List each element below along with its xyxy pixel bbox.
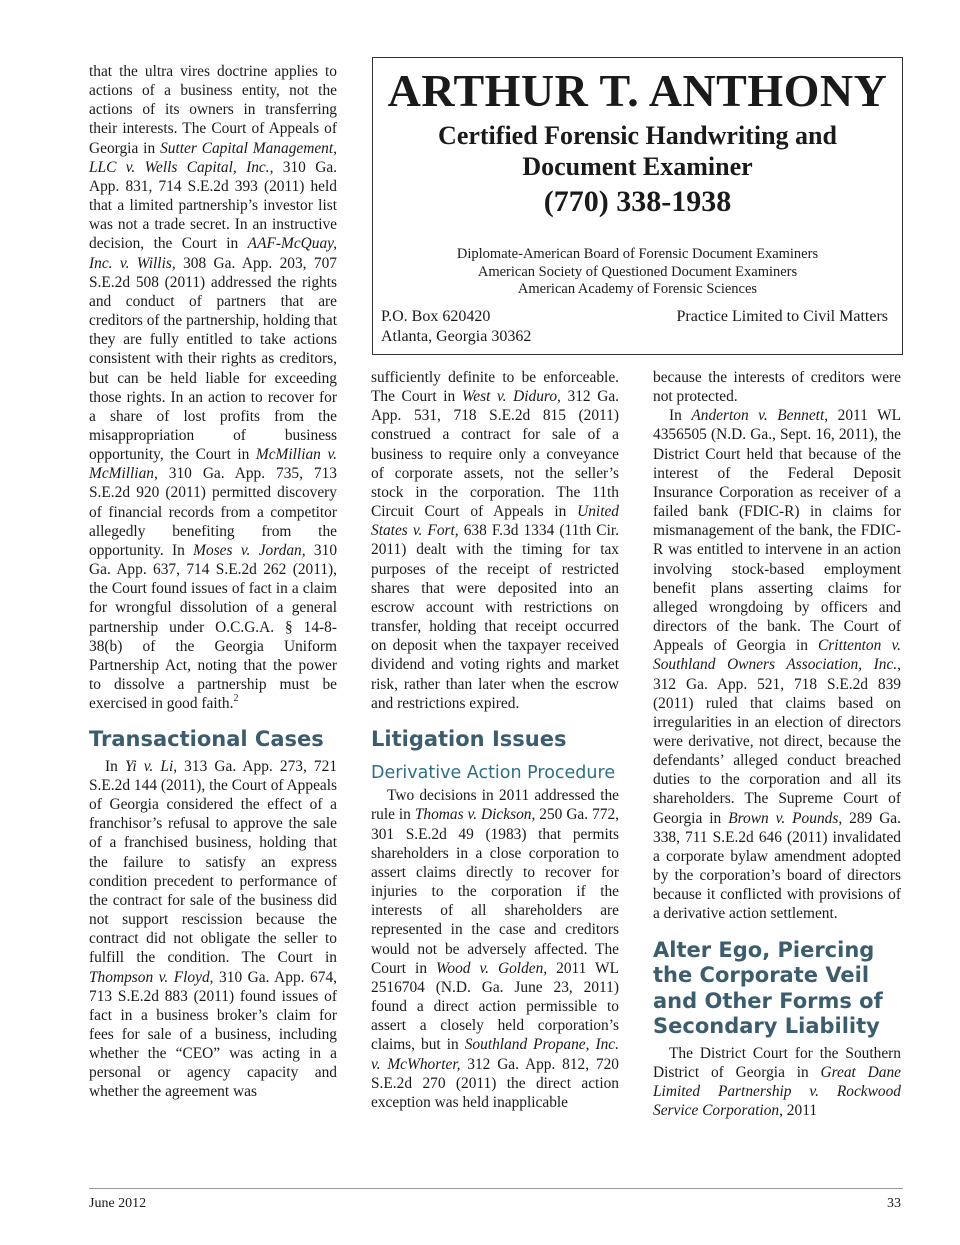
advertisement-box (372, 57, 903, 355)
case-citation: Thomas v. Dickson, (414, 806, 536, 824)
ad-address-line2: Atlanta, Georgia 30362 (381, 328, 532, 345)
column-3 (653, 368, 901, 1120)
paragraph: because the interests of creditors were not protected. (653, 369, 901, 406)
ad-practice: Practice Limited to Civil Matters (676, 308, 888, 325)
ad-address-line1: P.O. Box 620420 (381, 308, 491, 325)
ad-credential: American Academy of Forensic Sciences (517, 281, 758, 297)
case-citation: Crittenton v. Southland Owners Association, Inc., (653, 637, 901, 674)
ad-credential: Diplomate-American Board of Forensic Document Examiners (456, 246, 819, 262)
subheading-derivative-action: Derivative Action Procedure (371, 763, 616, 784)
ad-title (373, 120, 902, 182)
paragraph: Two decisions in 2011 addressed the rule in Thomas v. Dickson, 250 Ga. 772, 301 S.E.2d 49 (1983) that permits shareholders in a close corporation to assert claims directly to recover for injuries to the corporation if the interests of all shareholders are represented in the case and creditors would not be adversely affected. The Court in Wood v. Golden, 2011 WL 2516704 (N.D. Ga. June 23, 2011) found a direct action permissible to assert a closely held corporation’s claims, but in Southland Propane, Inc. v. McWhorter, 312 Ga. App. 812, 720 S.E.2d 270 (2011) the direct action exception was held inapplicable (371, 787, 619, 1111)
footnote-marker: 2 (233, 693, 239, 705)
ad-phone: (770) 338-1938 (543, 185, 732, 218)
ad-title-line1: Certified Forensic Handwriting and (438, 121, 837, 150)
ad-address (381, 307, 531, 347)
paragraph: The District Court for the Southern District of Georgia in Great Dane Limited Partnership v. Rockwood Service Corporation, 2011 (653, 1044, 901, 1119)
case-citation: Southland Propane, Inc. v. McWhorter, (371, 1036, 619, 1073)
case-citation: United States v. Fort, (371, 503, 619, 540)
case-citation: Yi v. Li, (124, 757, 178, 775)
ad-credential: American Society of Questioned Document Examiners (477, 263, 798, 280)
case-citation: Great Dane Limited Partnership v. Rockwood Service Corporation, (653, 1063, 901, 1119)
section-heading-litigation: Litigation Issues (371, 726, 567, 751)
footer-rule (89, 1188, 903, 1189)
paragraph: that the ultra vires doctrine applies to actions of a business entity, not the actions of its owners in transferring their interests. The Court of Appeals of Georgia in Sutter Capital Management, LLC v. Wells Capital, Inc., 310 Ga. App. 831, 714 S.E.2d 393 (2011) held that a limited partnership’s investor list was not a trade secret. In an instructive decision, the Court in AAF-McQuay, Inc. v. Willis, 308 Ga. App. 203, 707 S.E.2d 508 (2011) addressed the rights and conduct of partners that are creditors of the partnership, holding that they are fully entitled to take actions consistent with their rights as creditors, but can be held liable for exceeding those rights. In an action to recover for a share of lost profits from the misappropriation of business opportunity, the Court in McMillian v. McMillian, 310 Ga. App. 735, 713 S.E.2d 920 (2011) permitted discovery of financial records from a competitor allegedly benefiting from the opportunity. In Moses v. Jordan, 310 Ga. App. 637, 714 S.E.2d 262 (2011), the Court found issues of fact in a claim for wrongful dissolution of a general partnership under O.C.G.A. § 14-8-38(b) of the Georgia Uniform Partnership Act, noting that the power to dissolve a partnership must be exercised in good faith.$^2$ (89, 63, 338, 713)
case-citation: Brown v. Pounds, (728, 809, 843, 827)
section-heading-transactional: Transactional Cases (89, 727, 324, 752)
ad-credentials (373, 246, 902, 299)
case-citation: West v. Diduro, (461, 388, 561, 406)
case-citation: McMillian v. McMillian, (89, 446, 337, 483)
paragraph: In Anderton v. Bennett, 2011 WL 4356505 (N.D. Ga., Sept. 16, 2011), the District Court held that because of the interest of the Federal Deposit Insurance Corporation as receiver of a failed bank (FDIC-R) in claims for mismanagement of the bank, the FDIC-R was entitled to intervene in an action involving stock-based employment benefit plans asserting claims for alleged wrongdoing by officers and directors of the bank. The Court of Appeals of Georgia in Crittenton v. Southland Owners Association, Inc., 312 Ga. App. 521, 718 S.E.2d 839 (2011) ruled that claims based on irregularities in an election of directors were derivative, not direct, because the defendants’ alleged conduct breached duties to the corporation and all its shareholders. The Supreme Court of Georgia in Brown v. Pounds, 289 Ga. 338, 711 S.E.2d 646 (2011) invalidated a corporate bylaw amendment adopted by the corporation’s board of directors because it conflicted with provisions of a derivative action settlement. (653, 407, 902, 923)
case-citation: Thompson v. Floyd, (89, 968, 214, 986)
column-1 (89, 62, 337, 1102)
case-citation: Sutter Capital Management, LLC v. Wells Capital, Inc., (89, 139, 337, 176)
case-citation: AAF-McQuay, Inc. v. Willis, (89, 235, 337, 272)
footer-date: June 2012 (89, 1196, 147, 1211)
column-2 (371, 368, 619, 1112)
paragraph: sufficiently definite to be enforceable. The Court in West v. Diduro, 312 Ga. App. 531, 718 S.E.2d 815 (2011) construed a contract for sale of a business to require only a conveyance of corporate assets, not the seller’s stock in the corporation. The 11th Circuit Court of Appeals in United States v. Fort, 638 F.3d 1334 (11th Cir. 2011) dealt with the timing for tax purposes of the receipt of restricted shares that were deposited into an escrow account with restrictions on transfer, holding that receipt occurred on deposit when the taxpayer received dividend and voting rights and market risk, rather than later when the escrow and restrictions expired. (371, 369, 620, 712)
page-number: 33 (887, 1196, 901, 1211)
case-citation: Wood v. Golden, (436, 959, 548, 977)
ad-title-line2: Document Examiner (522, 152, 753, 181)
ad-name: ARTHUR T. ANTHONY (387, 65, 888, 116)
section-heading-alter-ego: Alter Ego, Piercing the Corporate Veil and Other Forms of Secondary Liability (653, 937, 883, 1039)
paragraph: In Yi v. Li, 313 Ga. App. 273, 721 S.E.2d 144 (2011), the Court of Appeals of Georgia considered the effect of a franchisor’s refusal to approve the sale of a franchised business, holding that the failure to satisfy an express condition precedent to performance of the contract for sale of the business did not support rescission because the contract did not obligate the seller to fulfill the condition. The Court in Thompson v. Floyd, 310 Ga. App. 674, 713 S.E.2d 883 (2011) found issues of fact in a business broker’s claim for fees for sale of a business, including whether the “CEO” was acting in a personal or agency capacity and whether the agreement was (89, 757, 338, 1101)
case-citation: Anderton v. Bennett, (691, 407, 829, 425)
case-citation: Moses v. Jordan, (193, 541, 306, 559)
